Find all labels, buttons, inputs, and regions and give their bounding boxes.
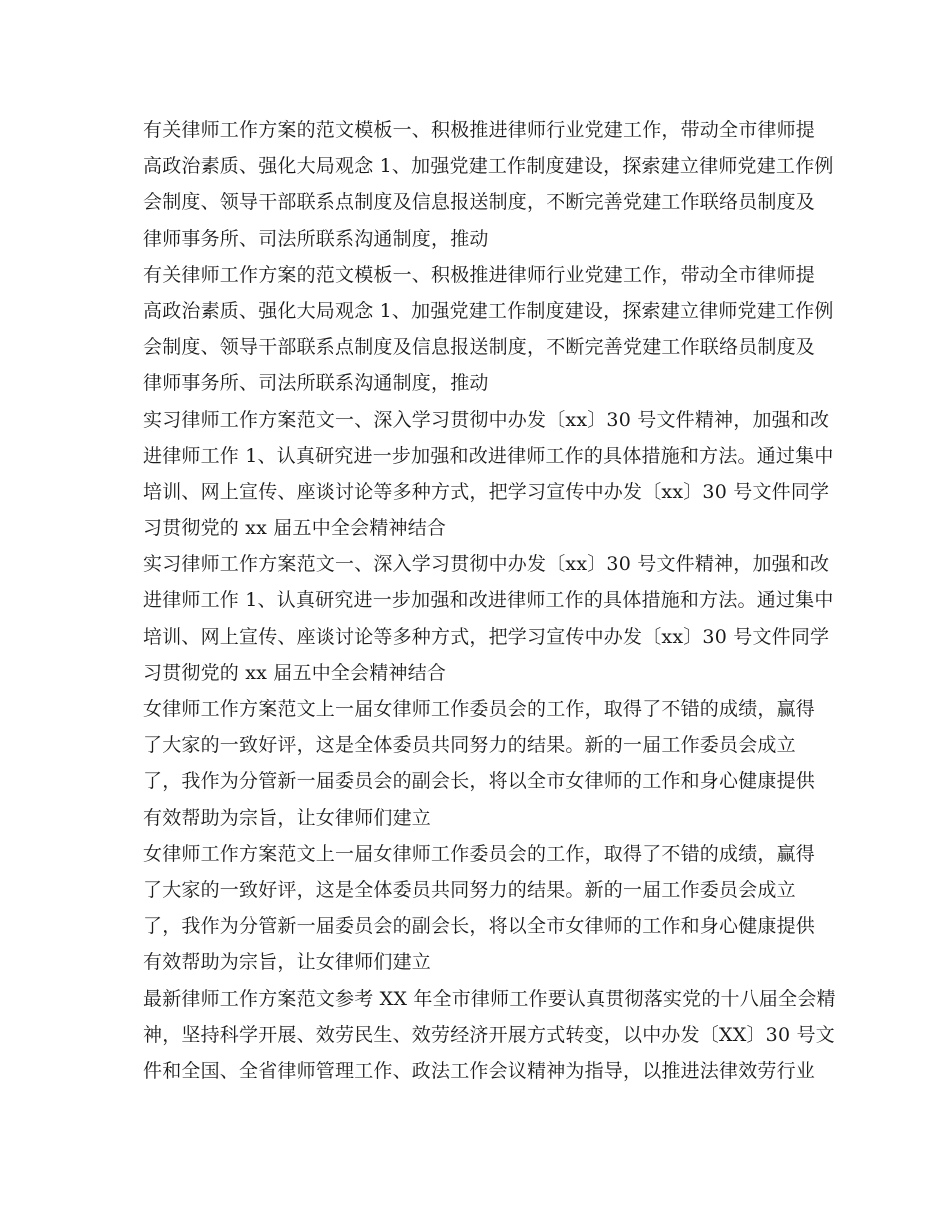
text-line: 高政治素质、强化大局观念 1、加强党建工作制度建设，探索建立律师党建工作例 — [143, 155, 834, 178]
text-line: 最新律师工作方案范文参考 XX 年全市律师工作要认真贯彻落实党的十八届全会精 — [143, 987, 836, 1010]
paragraph-4 — [143, 546, 834, 691]
text-line: 有关律师工作方案的范文模板一、积极推进律师行业党建工作，带动全市律师提 — [143, 263, 816, 286]
document-body — [143, 112, 836, 1089]
text-line: 习贯彻党的 xx 届五中全会精神结合 — [143, 661, 447, 684]
text-line: 有关律师工作方案的范文模板一、积极推进律师行业党建工作，带动全市律师提 — [143, 119, 816, 141]
text-line: 件和全国、全省律师管理工作、政法工作会议精神为指导，以推进法律效劳行业 — [143, 1059, 816, 1082]
text-line: 习贯彻党的 xx 届五中全会精神结合 — [143, 517, 447, 540]
text-line: 实习律师工作方案范文一、深入学习贯彻中办发〔xx〕30 号文件精神，加强和改 — [143, 553, 830, 576]
text-line: 培训、网上宣传、座谈讨论等多种方式，把学习宣传中办发〔xx〕30 号文件同学 — [143, 480, 830, 503]
text-line: 高政治素质、强化大局观念 1、加强党建工作制度建设，探索建立律师党建工作例 — [143, 299, 834, 322]
text-line: 女律师工作方案范文上一届女律师工作委员会的工作，取得了不错的成绩，赢得 — [143, 698, 816, 720]
text-line: 有效帮助为宗旨，让女律师们建立 — [143, 806, 432, 829]
text-line: 了大家的一致好评，这是全体委员共同努力的结果。新的一届工作委员会成立 — [143, 734, 796, 757]
paragraph-5 — [143, 691, 816, 836]
text-line: 律师事务所、司法所联系沟通制度，推动 — [143, 372, 489, 395]
text-line: 进律师工作 1、认真研究进一步加强和改进律师工作的具体措施和方法。通过集中 — [143, 589, 834, 612]
text-line: 会制度、领导干部联系点制度及信息报送制度，不断完善党建工作联络员制度及 — [143, 191, 816, 214]
paragraph-6 — [143, 836, 816, 981]
text-line: 会制度、领导干部联系点制度及信息报送制度，不断完善党建工作联络员制度及 — [143, 336, 816, 359]
text-line: 有效帮助为宗旨，让女律师们建立 — [143, 951, 432, 974]
text-line: 神，坚持科学开展、效劳民生、效劳经济开展方式转变，以中办发〔XX〕30 号文 — [143, 1023, 835, 1046]
text-line: 实习律师工作方案范文一、深入学习贯彻中办发〔xx〕30 号文件精神，加强和改 — [143, 408, 830, 431]
paragraph-3 — [143, 402, 834, 547]
paragraph-7 — [143, 981, 836, 1090]
text-line: 培训、网上宣传、座谈讨论等多种方式，把学习宣传中办发〔xx〕30 号文件同学 — [143, 625, 830, 648]
text-line: 了大家的一致好评，这是全体委员共同努力的结果。新的一届工作委员会成立 — [143, 878, 796, 901]
paragraph-2 — [143, 257, 834, 402]
text-line: 进律师工作 1、认真研究进一步加强和改进律师工作的具体措施和方法。通过集中 — [143, 444, 834, 467]
text-line: 了，我作为分管新一届委员会的副会长，将以全市女律师的工作和身心健康提供 — [143, 770, 816, 793]
text-line: 女律师工作方案范文上一届女律师工作委员会的工作，取得了不错的成绩，赢得 — [143, 842, 816, 865]
text-line: 了，我作为分管新一届委员会的副会长，将以全市女律师的工作和身心健康提供 — [143, 915, 816, 938]
paragraph-1 — [143, 112, 834, 257]
text-line: 律师事务所、司法所联系沟通制度，推动 — [143, 227, 489, 250]
